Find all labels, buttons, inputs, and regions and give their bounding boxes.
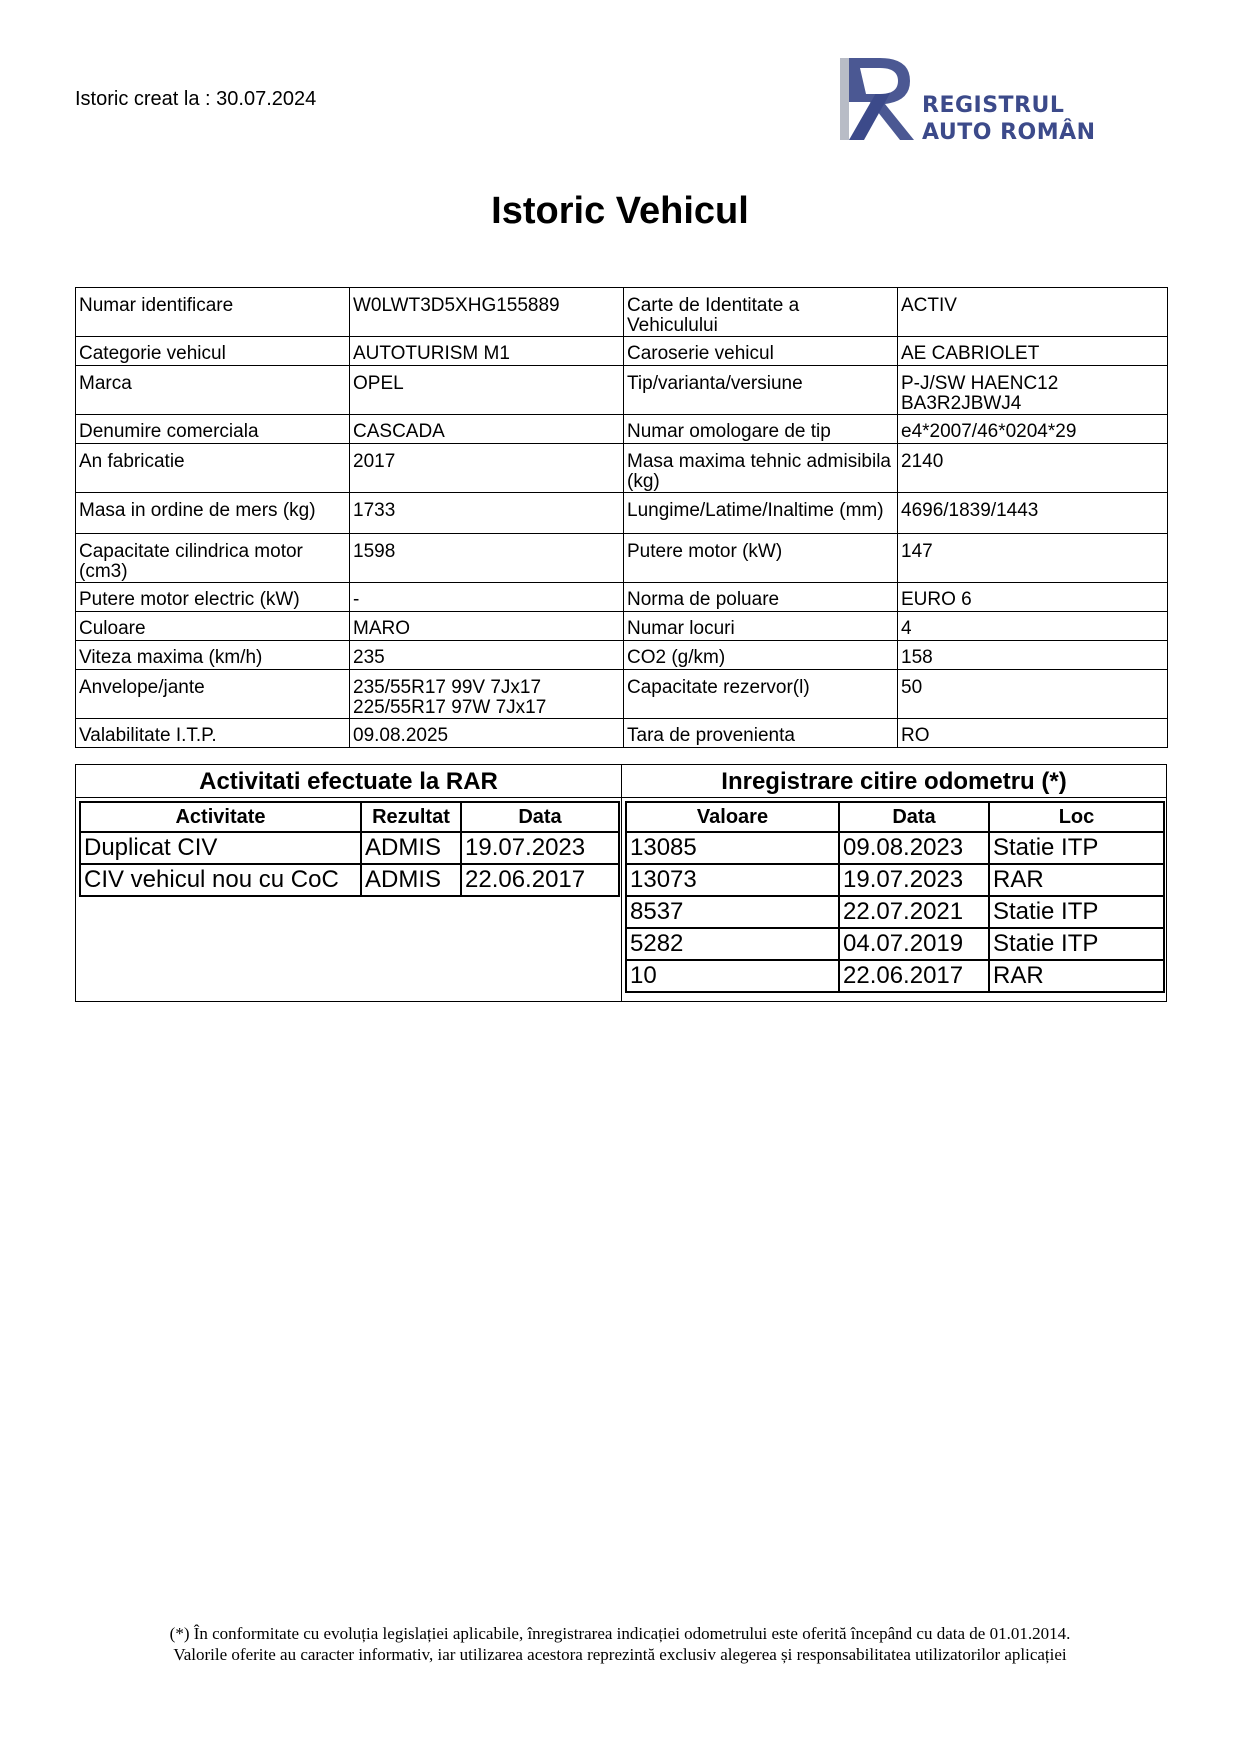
footer-line-2: Valorile oferite au caracter informativ, iar utilizarea acestora reprezintă exclusiv alegerea și responsabilitatea utilizatorilor aplicației bbox=[173, 1645, 1067, 1664]
odometer-location: Statie ITP bbox=[989, 896, 1164, 928]
odometer-title: Inregistrare citire odometru (*) bbox=[622, 765, 1166, 798]
vehicle-row bbox=[76, 366, 1168, 415]
field-label: Masa maxima tehnic admisibila (kg) bbox=[624, 444, 898, 493]
field-label: Viteza maxima (km/h) bbox=[76, 641, 350, 670]
field-value: AE CABRIOLET bbox=[898, 337, 1168, 366]
odometer-date: 04.07.2019 bbox=[839, 928, 989, 960]
field-value: 235 bbox=[350, 641, 624, 670]
vehicle-row bbox=[76, 444, 1168, 493]
field-value: 158 bbox=[898, 641, 1168, 670]
field-value: 2140 bbox=[898, 444, 1168, 493]
field-value: e4*2007/46*0204*29 bbox=[898, 415, 1168, 444]
field-value: OPEL bbox=[350, 366, 624, 415]
odometer-table bbox=[625, 801, 1165, 993]
odometer-row bbox=[626, 832, 1164, 864]
odometer-date: 22.06.2017 bbox=[839, 960, 989, 992]
odometer-row bbox=[626, 896, 1164, 928]
footer-note bbox=[0, 1623, 1240, 1665]
activities-header-date: Data bbox=[461, 802, 619, 832]
odometer-location: Statie ITP bbox=[989, 832, 1164, 864]
vehicle-row bbox=[76, 641, 1168, 670]
field-label: Masa in ordine de mers (kg) bbox=[76, 493, 350, 534]
field-value: - bbox=[350, 583, 624, 612]
odometer-date: 09.08.2023 bbox=[839, 832, 989, 864]
field-label: An fabricatie bbox=[76, 444, 350, 493]
odometer-value: 13073 bbox=[626, 864, 839, 896]
history-created-date: Istoric creat la : 30.07.2024 bbox=[75, 88, 317, 110]
vehicle-row bbox=[76, 337, 1168, 366]
logo-line-2: AUTO ROMÂN bbox=[922, 120, 1096, 145]
odometer-value: 13085 bbox=[626, 832, 839, 864]
odometer-header-value: Valoare bbox=[626, 802, 839, 832]
activity-row bbox=[80, 832, 619, 864]
field-label: Capacitate rezervor(l) bbox=[624, 670, 898, 719]
field-label: Norma de poluare bbox=[624, 583, 898, 612]
vehicle-row bbox=[76, 719, 1168, 748]
odometer-location: RAR bbox=[989, 960, 1164, 992]
activity-result: ADMIS bbox=[361, 832, 461, 864]
activities-panel bbox=[76, 765, 622, 1001]
footer-line-1: (*) În conformitate cu evoluția legislației aplicabile, înregistrarea indicației odometrului este oferită începând cu data de 01.01.2014. bbox=[169, 1624, 1071, 1643]
field-label: Lungime/Latime/Inaltime (mm) bbox=[624, 493, 898, 534]
history-section bbox=[75, 764, 1167, 1002]
odometer-panel bbox=[622, 765, 1166, 1001]
odometer-value: 8537 bbox=[626, 896, 839, 928]
vehicle-row bbox=[76, 288, 1168, 337]
vehicle-row bbox=[76, 583, 1168, 612]
field-label: Tip/varianta/versiune bbox=[624, 366, 898, 415]
field-label: Tara de provenienta bbox=[624, 719, 898, 748]
activity-row bbox=[80, 864, 619, 896]
field-label: Marca bbox=[76, 366, 350, 415]
odometer-row bbox=[626, 960, 1164, 992]
field-value: P-J/SW HAENC12 BA3R2JBWJ4 bbox=[898, 366, 1168, 415]
odometer-location: RAR bbox=[989, 864, 1164, 896]
field-value: EURO 6 bbox=[898, 583, 1168, 612]
vehicle-row bbox=[76, 415, 1168, 444]
page-title: Istoric Vehicul bbox=[491, 190, 749, 232]
vehicle-row bbox=[76, 534, 1168, 583]
field-label: Numar locuri bbox=[624, 612, 898, 641]
field-value: 235/55R17 99V 7Jx17 225/55R17 97W 7Jx17 bbox=[350, 670, 624, 719]
activity-result: ADMIS bbox=[361, 864, 461, 896]
field-value: MARO bbox=[350, 612, 624, 641]
field-label: CO2 (g/km) bbox=[624, 641, 898, 670]
field-label: Capacitate cilindrica motor (cm3) bbox=[76, 534, 350, 583]
odometer-date: 19.07.2023 bbox=[839, 864, 989, 896]
field-label: Anvelope/jante bbox=[76, 670, 350, 719]
odometer-location: Statie ITP bbox=[989, 928, 1164, 960]
activities-header-result: Rezultat bbox=[361, 802, 461, 832]
field-label: Putere motor (kW) bbox=[624, 534, 898, 583]
activities-title: Activitati efectuate la RAR bbox=[76, 765, 621, 798]
activity-date: 19.07.2023 bbox=[461, 832, 619, 864]
activities-header-activity: Activitate bbox=[80, 802, 361, 832]
vehicle-row bbox=[76, 670, 1168, 719]
activity-date: 22.06.2017 bbox=[461, 864, 619, 896]
field-value: 50 bbox=[898, 670, 1168, 719]
odometer-value: 5282 bbox=[626, 928, 839, 960]
field-value: 147 bbox=[898, 534, 1168, 583]
activities-table bbox=[79, 801, 620, 897]
field-value: 4696/1839/1443 bbox=[898, 493, 1168, 534]
field-value: RO bbox=[898, 719, 1168, 748]
field-value: 2017 bbox=[350, 444, 624, 493]
field-label: Caroserie vehicul bbox=[624, 337, 898, 366]
field-value: AUTOTURISM M1 bbox=[350, 337, 624, 366]
field-value: 09.08.2025 bbox=[350, 719, 624, 748]
field-label: Numar identificare bbox=[76, 288, 350, 337]
odometer-row bbox=[626, 864, 1164, 896]
odometer-header-date: Data bbox=[839, 802, 989, 832]
field-label: Categorie vehicul bbox=[76, 337, 350, 366]
odometer-header-location: Loc bbox=[989, 802, 1164, 832]
field-value: 1733 bbox=[350, 493, 624, 534]
vehicle-row bbox=[76, 612, 1168, 641]
field-label: Culoare bbox=[76, 612, 350, 641]
field-value: W0LWT3D5XHG155889 bbox=[350, 288, 624, 337]
odometer-row bbox=[626, 928, 1164, 960]
field-value: CASCADA bbox=[350, 415, 624, 444]
field-label: Putere motor electric (kW) bbox=[76, 583, 350, 612]
activity-name: Duplicat CIV bbox=[80, 832, 361, 864]
odometer-date: 22.07.2021 bbox=[839, 896, 989, 928]
field-label: Valabilitate I.T.P. bbox=[76, 719, 350, 748]
field-label: Carte de Identitate a Vehiculului bbox=[624, 288, 898, 337]
field-value: ACTIV bbox=[898, 288, 1168, 337]
activity-name: CIV vehicul nou cu CoC bbox=[80, 864, 361, 896]
field-value: 4 bbox=[898, 612, 1168, 641]
rar-logo-text bbox=[922, 92, 1096, 146]
field-label: Denumire comerciala bbox=[76, 415, 350, 444]
odometer-value: 10 bbox=[626, 960, 839, 992]
logo-line-1: REGISTRUL bbox=[922, 93, 1065, 118]
vehicle-row bbox=[76, 493, 1168, 534]
vehicle-details-table bbox=[75, 287, 1168, 748]
field-label: Numar omologare de tip bbox=[624, 415, 898, 444]
field-value: 1598 bbox=[350, 534, 624, 583]
